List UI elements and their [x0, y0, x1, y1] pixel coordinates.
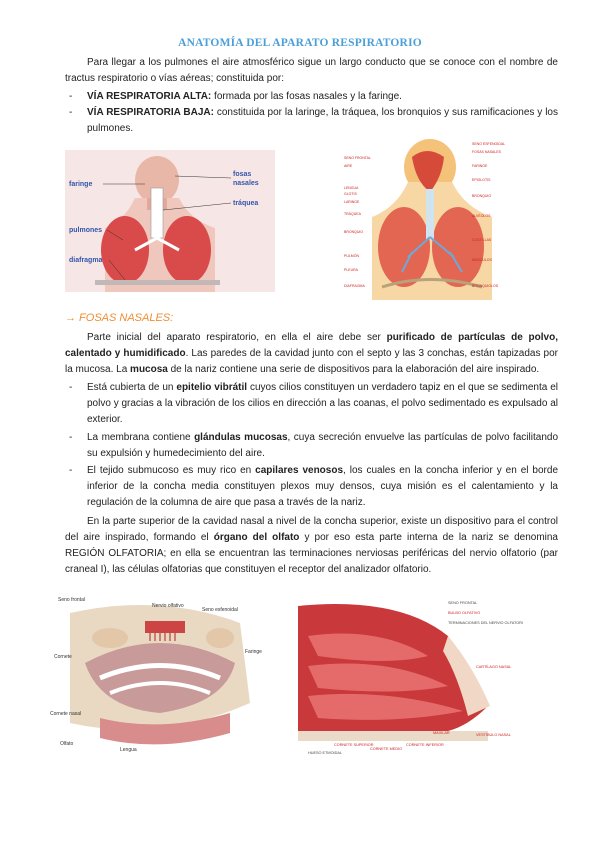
label-nasales: nasales	[233, 180, 259, 187]
svg-text:LENGUA: LENGUA	[344, 186, 359, 190]
olfato-paragraph	[65, 514, 558, 578]
text-span: . Las paredes de la cavidad junto con el septo y las 3 conchas, están tapizadas por la mucosa. La	[65, 348, 558, 375]
text-span: La membrana contiene	[87, 432, 195, 443]
fig4-label: CORNETE SUPERIOR	[334, 743, 374, 747]
list-item-text: constituida por la laringe, la tráquea, los bronquios y sus ramificaciones y los pulmones.	[87, 107, 558, 134]
intro-paragraph: Para llegar a los pulmones el aire atmosférico sigue un largo conducto que se conoce con el nombre de tractus respiratorio o vías aéreas; constituida por:	[65, 57, 558, 84]
fig3-label: Faringe	[245, 649, 262, 655]
list-item-bold: VÍA RESPIRATORIA BAJA:	[87, 107, 214, 118]
text-span: de la nariz contiene una serie de dispositivos para la elaboración del aire inspirado.	[167, 364, 540, 375]
fig4-label: CORNETE MEDIO	[370, 747, 403, 751]
bold-span: mucosa	[130, 364, 168, 375]
respiratory-diagram-figure	[65, 150, 275, 292]
svg-text:BRONQUIOLOS: BRONQUIOLOS	[472, 284, 499, 288]
page-title: ANATOMÍA DEL APARATO RESPIRATORIO	[178, 37, 422, 49]
svg-text:FARINGE: FARINGE	[472, 164, 488, 168]
svg-text:TRÁQUEA: TRÁQUEA	[344, 212, 361, 216]
label-fosas: fosas	[233, 171, 252, 178]
fig3-label: Olfato	[60, 741, 74, 747]
text-span: En la parte superior de la cavidad nasal a nivel de la concha superior, existe un dispositivo para el control del aire inspirado, formando el	[65, 516, 558, 543]
label-traquea: tráquea	[233, 200, 259, 207]
svg-text:AIRE: AIRE	[344, 164, 353, 168]
fig4-label: CORNETE INFERIOR	[406, 743, 444, 747]
fig4-label: VESTÍBULO NASAL	[476, 733, 511, 737]
svg-text:GLOTIS: GLOTIS	[344, 192, 357, 196]
bold-span: glándulas mucosas	[194, 432, 288, 443]
fig3-label: Cornete	[54, 654, 72, 660]
svg-text:EPIGLOTIS: EPIGLOTIS	[472, 178, 491, 182]
text-span: y por eso esta parte interna de la nariz se denomina REGIÓN OLFATORIA; en ella se encuentran las terminaciones nerviosas periféricas del nervio olfatorio (par craneal I), las células olfatorias que constituyen el receptor del analizador olfatorio.	[65, 532, 558, 575]
fig4-label: TERMINACIONES DEL NERVIO OLFATORIO	[448, 621, 523, 625]
svg-text:BRONQUIO: BRONQUIO	[472, 194, 492, 198]
svg-text:BRONQUIO: BRONQUIO	[344, 230, 364, 234]
svg-text:PULMÓN: PULMÓN	[344, 254, 359, 258]
fig4-label: CARTÍLAGO NASAL	[476, 665, 512, 669]
fig3-label: Nervio olfativo	[152, 603, 184, 609]
text-span: Está cubierta de un	[87, 382, 177, 393]
label-faringe: faringe	[69, 181, 93, 188]
bold-span: purificado de partículas de polvo, calentado y humidificado	[65, 332, 558, 359]
fig4-label: MAXILAR	[433, 731, 450, 735]
fig3-label: Seno esfenoidal	[202, 607, 238, 613]
nasal-cavity-red-figure	[298, 596, 523, 758]
svg-text:ALVÉOLOS: ALVÉOLOS	[472, 214, 491, 218]
text-span: , los cuales en la concha inferior y en el borde inferior de la concha media constituyen plexos muy densos, cuya misión es el calentamiento y la regulación de la columna de aire que pasa a través de la nariz.	[87, 465, 559, 508]
fig3-label: Cornete nasal	[50, 711, 82, 717]
text-span: cuyos cilios constituyen un verdadero tapiz en el que se sedimenta el polvo y gracias a la vibración de los cilios en dirección a las coanas, el polvo sedimentado es expulsado al exterior.	[87, 382, 559, 425]
svg-text:DIAFRAGMA: DIAFRAGMA	[344, 284, 365, 288]
text-span: , cuya secreción envuelve las partículas de polvo facilitando su expulsión y humedecimiento del aire.	[87, 432, 559, 459]
nasal-cavity-section-figure	[40, 593, 275, 755]
bold-span: epitelio vibrátil	[176, 382, 248, 393]
fig4-label: SENO FRONTAL	[448, 601, 478, 605]
svg-text:COSTILLAS: COSTILLAS	[472, 238, 492, 242]
text-span: El tejido submucoso es muy rico en	[87, 465, 256, 476]
fosas-paragraph	[65, 330, 558, 378]
svg-text:SENO FRONTAL: SENO FRONTAL	[344, 156, 371, 160]
svg-text:FOSAS NASALES: FOSAS NASALES	[472, 150, 501, 154]
label-diafragma: diafragma	[69, 257, 103, 264]
fig4-label: HUESO ETMOIDAL	[308, 751, 342, 755]
svg-text:LARINGE: LARINGE	[344, 200, 360, 204]
fig3-label: Seno frontal	[58, 597, 85, 603]
bold-span: órgano del olfato	[213, 532, 300, 543]
fig3-label: Lengua	[120, 747, 137, 753]
respiratory-anatomy-figure	[342, 137, 524, 300]
label-pulmones: pulmones	[69, 227, 103, 234]
svg-text:MÚSCULOS: MÚSCULOS	[472, 258, 492, 262]
fig4-label: BULBO OLFATIVO	[448, 611, 481, 615]
svg-text:SENO ESFENOIDAL: SENO ESFENOIDAL	[472, 142, 506, 146]
list-item-text: formada por las fosas nasales y la faringe.	[211, 91, 402, 102]
bold-span: capilares venosos	[255, 465, 344, 476]
svg-text:PLEURA: PLEURA	[344, 268, 359, 272]
list-item-bold: VÍA RESPIRATORIA ALTA:	[87, 91, 212, 102]
text-span: Parte inicial del aparato respiratorio, en ella el aire debe ser	[87, 332, 387, 343]
section-title-fosas-nasales: → FOSAS NASALES:	[65, 312, 174, 324]
